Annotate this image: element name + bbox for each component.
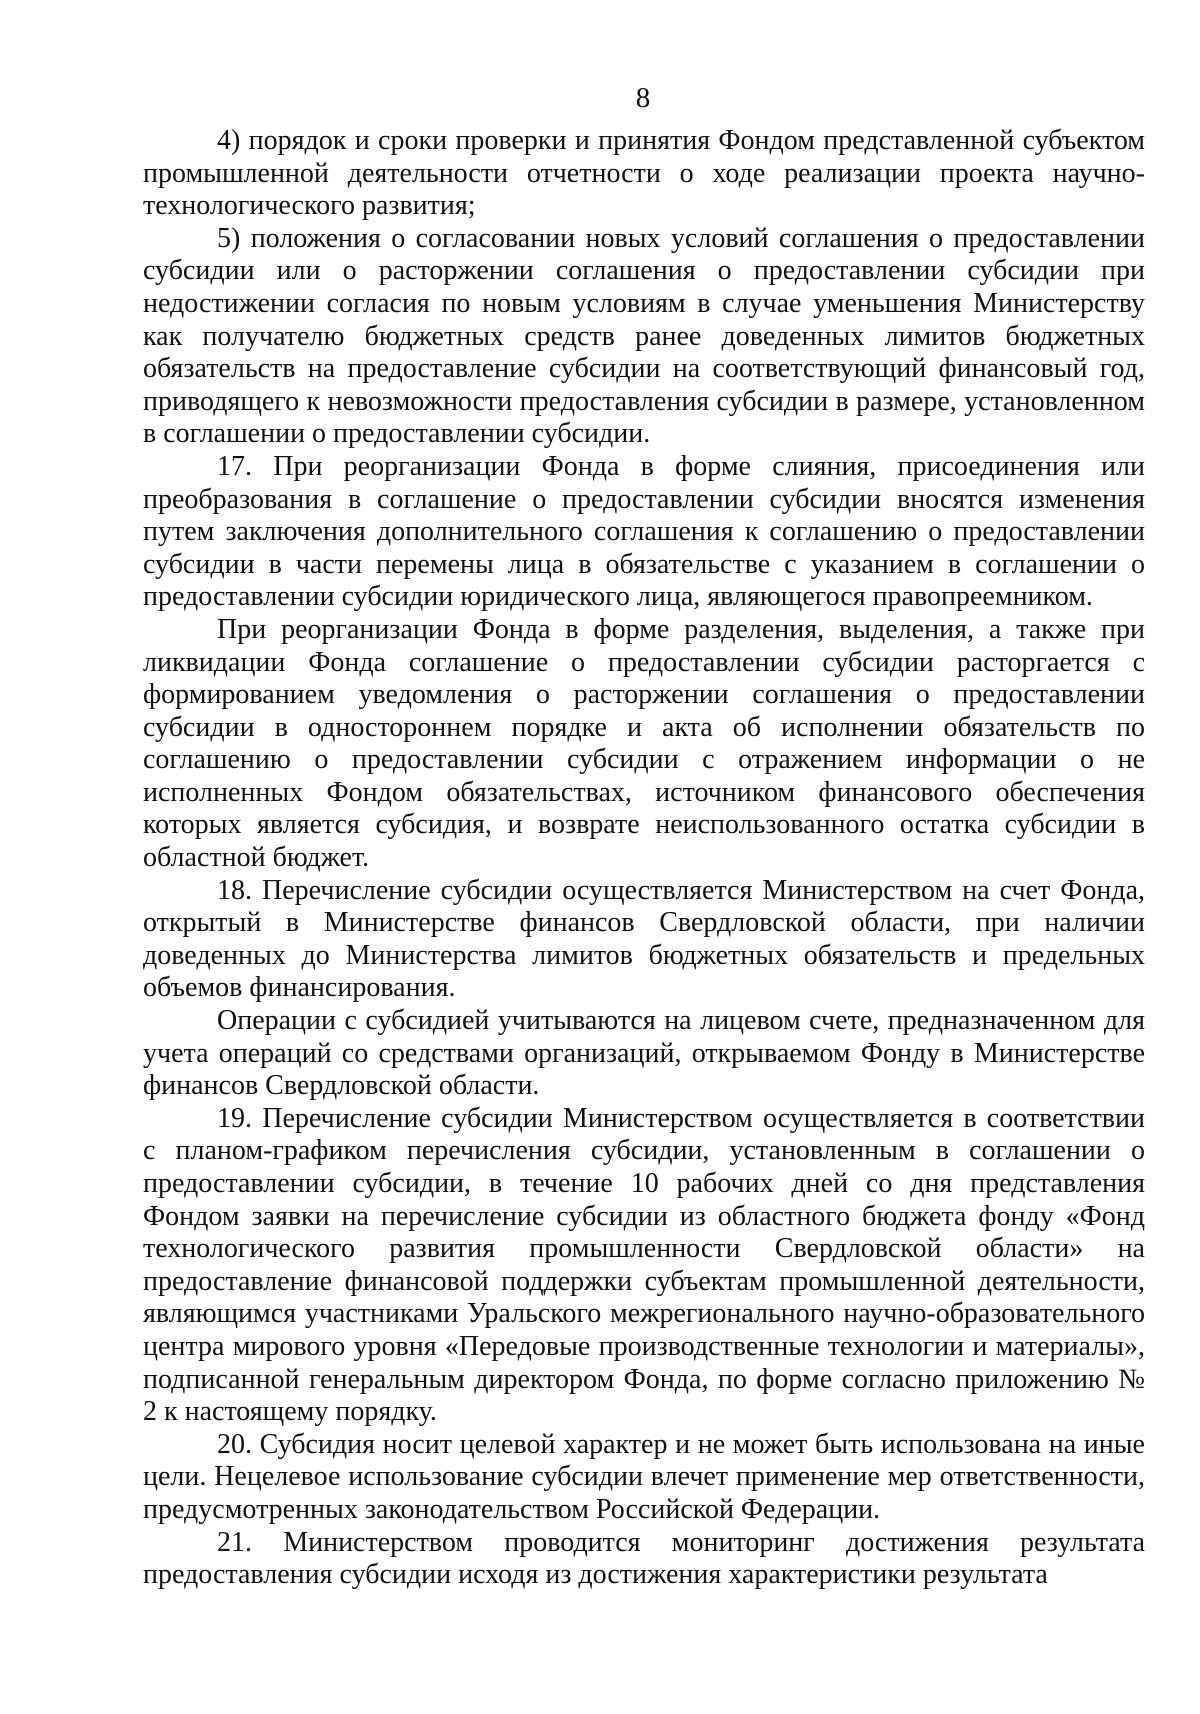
document-body [143, 125, 1145, 1592]
paragraph-item-4: 4) порядок и сроки проверки и принятия Фондом представленной субъектом промышленной деятельности отчетности о ходе реализации проекта научно-технологического развития; [143, 125, 1145, 222]
paragraph-clause-21: 21. Министерством проводится мониторинг достижения результата предоставления субсидии исходя из достижения характеристики результата [143, 1526, 1145, 1591]
paragraph-clause-17: 17. При реорганизации Фонда в форме слияния, присоединения или преобразования в соглашение о предоставлении субсидии вносятся изменения путем заключения дополнительного соглашения к соглашению о предоставлении субсидии в части перемены лица в обязательстве с указанием в соглашении о предоставлении субсидии юридического лица, являющегося правопреемником. [143, 450, 1145, 613]
paragraph-clause-17-continued: При реорганизации Фонда в форме разделения, выделения, а также при ликвидации Фонда соглашение о предоставлении субсидии расторгается с формированием уведомления о расторжении соглашения о предоставлении субсидии в одностороннем порядке и акта об исполнении обязательств по соглашению о предоставлении субсидии с отражением информации о не исполненных Фондом обязательствах, источником финансового обеспечения которых является субсидия, и возврате неиспользованного остатка субсидии в областной бюджет. [143, 613, 1145, 874]
paragraph-item-5: 5) положения о согласовании новых условий соглашения о предоставлении субсидии или о расторжении соглашения о предоставлении субсидии при недостижении согласия по новым условиям в случае уменьшения Министерству как получателю бюджетных средств ранее доведенных лимитов бюджетных обязательств на предоставление субсидии на соответствующий финансовый год, приводящего к невозможности предоставления субсидии в размере, установленном в соглашении о предоставлении субсидии. [143, 222, 1145, 450]
paragraph-clause-18: 18. Перечисление субсидии осуществляется Министерством на счет Фонда, открытый в Министерстве финансов Свердловской области, при наличии доведенных до Министерства лимитов бюджетных обязательств и предельных объемов финансирования. [143, 874, 1145, 1004]
paragraph-clause-18-continued: Операции с субсидией учитываются на лицевом счете, предназначенном для учета операций со средствами организаций, открываемом Фонду в Министерстве финансов Свердловской области. [143, 1005, 1145, 1102]
page-number: 8 [635, 82, 651, 114]
paragraph-clause-20: 20. Субсидия носит целевой характер и не может быть использована на иные цели. Нецелевое использование субсидии влечет применение мер ответственности, предусмотренных законодательством Российской Федерации. [143, 1428, 1145, 1525]
paragraph-clause-19: 19. Перечисление субсидии Министерством осуществляется в соответствии с планом-графиком перечисления субсидии, установленным в соглашении о предоставлении субсидии, в течение 10 рабочих дней со дня представления Фондом заявки на перечисление субсидии из областного бюджета фонду «Фонд технологического развития промышленности Свердловской области» на предоставление финансовой поддержки субъектам промышленной деятельности, являющимся участниками Уральского межрегионального научно-образовательного центра мирового уровня «Передовые производственные технологии и материалы», подписанной генеральным директором Фонда, по форме согласно приложению № 2 к настоящему порядку. [143, 1102, 1145, 1428]
